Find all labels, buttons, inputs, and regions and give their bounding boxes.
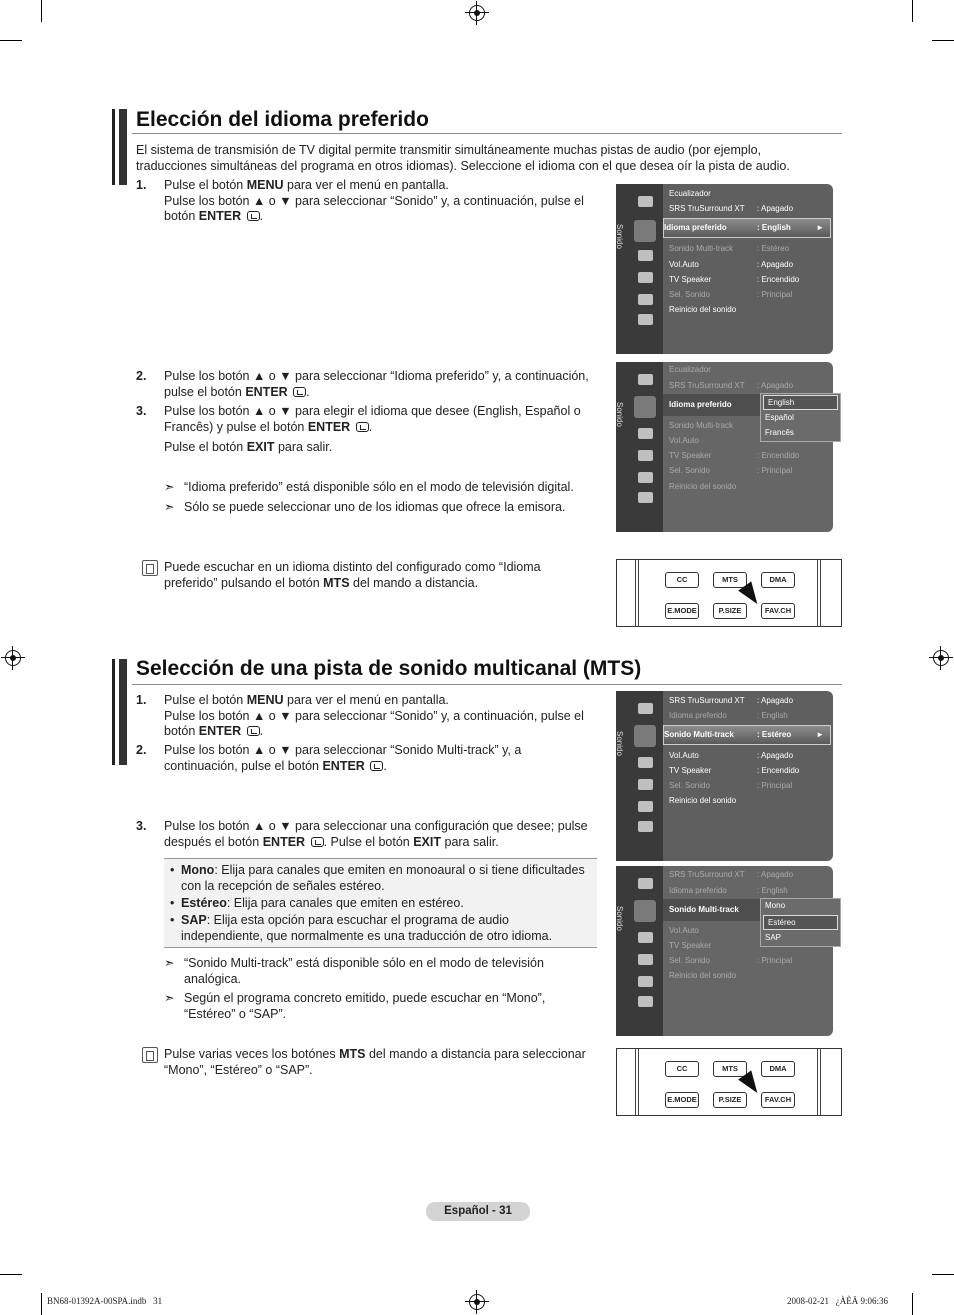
arrow-icon: ➣ (164, 480, 175, 494)
cc-button[interactable]: CC (665, 1061, 699, 1077)
emode-button[interactable]: E.MODE (665, 1092, 699, 1108)
intro-paragraph: El sistema de transmisión de TV digital permite transmitir simultáneamente muchas pistas de audio (por ejemplo, traducciones simultáneas del programa en otros idiomas). Seleccione el idioma con el que desea oír la pista de audio. (136, 143, 790, 173)
option-sap[interactable]: SAP (765, 933, 782, 942)
enter-icon (370, 761, 383, 771)
sound-icon (634, 220, 656, 242)
note: ➣ “Idioma preferido” está disponible sólo en el modo de televisión digital. (164, 480, 574, 494)
input-icon (638, 294, 653, 305)
menu-item[interactable]: TV Speaker (669, 941, 712, 950)
enter-icon (311, 837, 324, 847)
dma-button[interactable]: DMA (761, 1061, 795, 1077)
setup-icon (638, 779, 653, 790)
arrow-right-icon: ► (816, 223, 824, 232)
note: ➣ Según el programa concreto emitido, puede escuchar en “Mono”, “Estéreo” o “SAP”. (164, 991, 546, 1021)
menu-item[interactable]: Idioma preferido : English (669, 886, 788, 895)
favch-button[interactable]: FAV.CH (761, 1092, 795, 1108)
page-number-badge: Español - 31 (426, 1202, 530, 1221)
menu-item[interactable]: Vol.Auto : Apagado (669, 260, 794, 269)
option-frances[interactable]: Francês (765, 428, 794, 437)
menu-item[interactable]: Sonido Multi-track : Estéreo (669, 244, 790, 253)
menu-item[interactable]: Sel. Sonido : Principal (669, 781, 793, 790)
bullet-icon: • (170, 913, 175, 927)
step-2-text: Pulse los botón ▲ o ▼ para seleccionar “Idioma preferido” y, a continuación, pulse el botón ENTER . (164, 369, 589, 399)
step-1-text: Pulse el botón MENU para ver el menú en pantalla. Pulse los botón ▲ o ▼ para seleccionar “Sonido” y, a continuación, pulse el botón ENTER . (164, 178, 584, 223)
bullet-icon: • (170, 863, 175, 877)
menu-item[interactable]: SRS TruSurround XT : Apagado (669, 381, 794, 390)
menu-item[interactable]: Reinicio del sonido (669, 971, 737, 980)
menu-item[interactable]: TV Speaker : Encendido (669, 766, 800, 775)
step-2-text: Pulse los botón ▲ o ▼ para seleccionar “Sonido Multi-track” y, a continuación, pulse el botón ENTER . (164, 743, 522, 773)
application-icon (638, 821, 653, 832)
remote-edge (817, 560, 821, 626)
menu-category-label: Sonido (615, 224, 624, 249)
input-icon (638, 976, 653, 987)
cc-button[interactable]: CC (665, 572, 699, 588)
memo-icon (142, 560, 158, 576)
menu-item[interactable]: Reinicio del sonido (669, 305, 737, 314)
section-marker (112, 109, 115, 185)
bullet-estereo: • Estéreo: Elija para canales que emiten en estéreo. (170, 896, 464, 910)
menu-item-selected[interactable]: Idioma preferido (663, 394, 763, 416)
application-icon (638, 314, 653, 325)
menu-sidebar (616, 362, 663, 532)
menu-item-selected[interactable]: Sonido Multi-track : Estéreo ► (663, 725, 831, 745)
registration-mark-icon (5, 650, 21, 666)
option-english[interactable]: English (763, 395, 838, 410)
sound-menu-screen (616, 691, 833, 861)
arrow-icon: ➣ (164, 500, 175, 514)
mts-button[interactable]: MTS (713, 1061, 747, 1077)
sound-menu-screen (616, 184, 833, 354)
crop-mark (912, 1293, 913, 1315)
registration-mark-icon (933, 650, 949, 666)
menu-item[interactable]: Vol.Auto (669, 436, 699, 445)
menu-category-label: Sonido (615, 402, 624, 427)
option-estereo[interactable]: Estéreo (763, 915, 838, 930)
crop-mark (932, 1274, 954, 1275)
menu-item[interactable]: Sel. Sonido : Principal (669, 290, 793, 299)
step-1-text: Pulse el botón MENU para ver el menú en pantalla. Pulse los botón ▲ o ▼ para seleccionar “Sonido” y, a continuación, pulse el botón ENTER . (164, 693, 584, 738)
language-options-popup (760, 393, 841, 442)
bullet-mono: • Mono: Elija para canales que emiten en monoaural o si tiene dificultades con la recepción de señales estéreo. (170, 863, 585, 893)
picture-icon (638, 878, 653, 889)
input-icon (638, 472, 653, 483)
enter-icon (293, 387, 306, 397)
sound-icon (634, 725, 656, 747)
exit-instruction: Pulse el botón EXIT para salir. (164, 440, 333, 454)
application-icon (638, 996, 653, 1007)
picture-icon (638, 374, 653, 385)
crop-mark (912, 0, 913, 22)
menu-sidebar (616, 184, 663, 354)
step-3-text: Pulse los botón ▲ o ▼ para seleccionar una configuración que desee; pulse después el botón ENTER . Pulse el botón EXIT para salir. (164, 819, 588, 849)
step-number: 3. (136, 819, 147, 833)
menu-item-selected[interactable]: Sonido Multi-track (663, 899, 763, 921)
mts-options-popup (760, 898, 841, 947)
bullet-sap: • SAP: Elija esta opción para escuchar el programa de audio independiente, que normalmente es una traducción de otro idioma. (170, 913, 553, 943)
bullet-icon: • (170, 896, 175, 910)
section-title: Selección de una pista de sonido multicanal (MTS) (136, 657, 642, 680)
crop-mark (0, 1274, 22, 1275)
note: ➣ “Sonido Multi-track” está disponible sólo en el modo de televisión analógica. (164, 956, 544, 986)
arrow-icon: ➣ (164, 956, 175, 970)
title-rule (132, 684, 842, 685)
setup-icon (638, 450, 653, 461)
enter-icon (247, 211, 260, 221)
menu-sidebar (616, 866, 663, 1036)
menu-item[interactable]: Sonido Multi-track (669, 421, 734, 430)
setup-icon (638, 954, 653, 965)
emode-button[interactable]: E.MODE (665, 603, 699, 619)
remote-control-illustration (616, 1048, 842, 1116)
menu-item[interactable]: SRS TruSurround XT : Apagado (669, 696, 794, 705)
menu-item[interactable]: Idioma preferido : English (669, 711, 788, 720)
channel-icon (638, 428, 653, 439)
section-title: Elección del idioma preferido (136, 108, 429, 131)
menu-item[interactable]: Ecualizador (669, 365, 711, 374)
option-espanol[interactable]: Español (765, 413, 794, 422)
enter-icon (247, 726, 260, 736)
menu-category-label: Sonido (615, 731, 624, 756)
registration-mark-icon (469, 1294, 485, 1310)
sound-icon (634, 900, 656, 922)
channel-icon (638, 932, 653, 943)
option-mono[interactable]: Mono (765, 901, 786, 910)
menu-item[interactable]: Vol.Auto : Apagado (669, 751, 794, 760)
step-number: 2. (136, 369, 147, 383)
menu-item[interactable]: SRS TruSurround XT : Apagado (669, 870, 794, 879)
crop-mark (932, 40, 954, 41)
crop-mark (0, 40, 22, 41)
remote-edge (635, 560, 639, 626)
print-filename: BN68-01392A-00SPA.indb 31 (47, 1296, 163, 1306)
arrow-icon: ➣ (164, 991, 175, 1005)
menu-item[interactable]: Ecualizador (669, 189, 711, 198)
section-marker (119, 109, 127, 185)
channel-icon (638, 250, 653, 261)
remote-control-illustration (616, 559, 842, 627)
title-rule (132, 133, 842, 134)
step-number: 2. (136, 743, 147, 757)
section-marker (112, 659, 115, 765)
channel-icon (638, 757, 653, 768)
print-date: 2008-02-21 ¿ÀÈÄ 9:06:36 (787, 1296, 888, 1306)
menu-item[interactable]: Sel. Sonido : Principal (669, 956, 793, 965)
remote-edge (635, 1049, 639, 1115)
section-marker (119, 659, 127, 765)
picture-icon (638, 196, 653, 207)
setup-icon (638, 272, 653, 283)
mts-button[interactable]: MTS (713, 572, 747, 588)
mts-menu-screen (616, 866, 833, 1036)
sound-icon (634, 396, 656, 418)
memo-icon (142, 1047, 158, 1063)
psize-button[interactable]: P.SIZE (713, 1092, 747, 1108)
favch-button[interactable]: FAV.CH (761, 603, 795, 619)
memo-text: Pulse varias veces los botónes MTS del mando a distancia para seleccionar “Mono”, “Estéreo” o “SAP”. (164, 1047, 586, 1077)
arrow-right-icon: ► (816, 730, 824, 739)
picture-icon (638, 703, 653, 714)
menu-item[interactable]: Vol.Auto (669, 926, 699, 935)
dma-button[interactable]: DMA (761, 572, 795, 588)
note: ➣ Sólo se puede seleccionar uno de los idiomas que ofrece la emisora. (164, 500, 566, 514)
menu-item-selected[interactable]: Idioma preferido : English ► (663, 218, 831, 238)
crop-mark (41, 1293, 42, 1315)
step-number: 1. (136, 178, 147, 192)
crop-mark (41, 0, 42, 22)
step-number: 3. (136, 404, 147, 418)
menu-item[interactable]: Sel. Sonido : Principal (669, 466, 793, 475)
menu-item[interactable]: Reinicio del sonido (669, 482, 737, 491)
enter-icon (356, 422, 369, 432)
application-icon (638, 492, 653, 503)
menu-item[interactable]: SRS TruSurround XT : Apagado (669, 204, 794, 213)
step-number: 1. (136, 693, 147, 707)
menu-item[interactable]: Reinicio del sonido (669, 796, 737, 805)
menu-item[interactable]: TV Speaker : Encendido (669, 451, 800, 460)
memo-text: Puede escuchar en un idioma distinto del configurado como “Idioma preferido” pulsando el botón MTS del mando a distancia. (164, 560, 541, 590)
registration-mark-icon (469, 5, 485, 21)
remote-edge (817, 1049, 821, 1115)
menu-category-label: Sonido (615, 906, 624, 931)
menu-item[interactable]: TV Speaker : Encendido (669, 275, 800, 284)
menu-sidebar (616, 691, 663, 861)
step-3-text: Pulse los botón ▲ o ▼ para elegir el idioma que desee (English, Español o Francês) y pulse el botón ENTER . (164, 404, 581, 434)
psize-button[interactable]: P.SIZE (713, 603, 747, 619)
language-menu-screen (616, 362, 833, 532)
input-icon (638, 801, 653, 812)
